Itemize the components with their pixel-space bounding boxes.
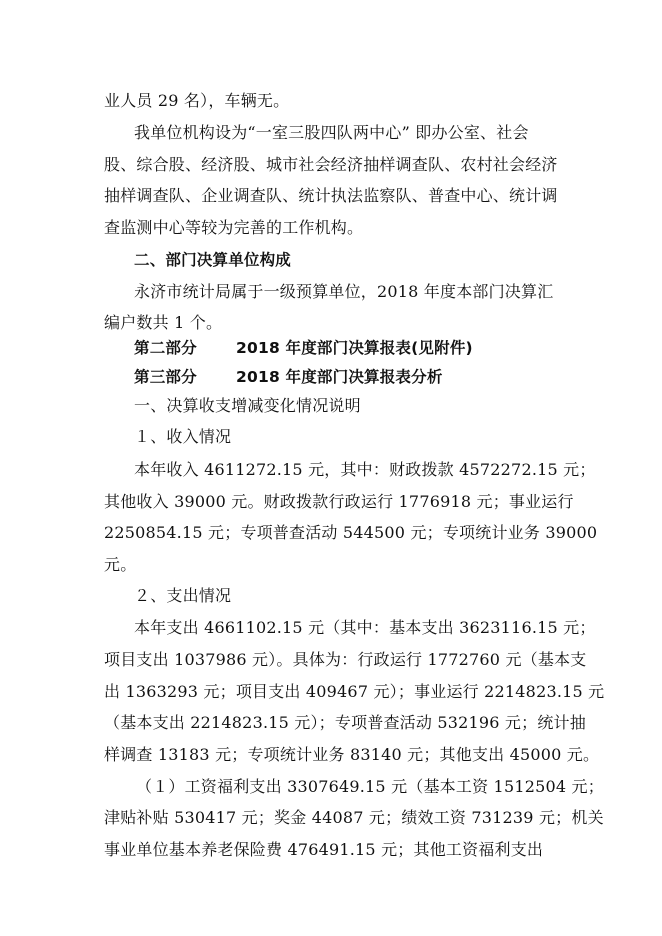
paragraph-line: 2250854.15 元；专项普查活动 544500 元；专项统计业务 39000	[104, 523, 598, 542]
paragraph-line: 我单位机构设为“一室三股四队两中心” 即办公室、社会	[134, 123, 529, 142]
paragraph-line: 元。	[104, 555, 137, 574]
paragraph-line: 津贴补贴 530417 元；奖金 44087 元；绩效工资 731239 元；机关	[104, 808, 604, 827]
paragraph-line: 其他收入 39000 元。财政拨款行政运行 1776918 元；事业运行	[104, 492, 574, 511]
subsection-heading: １、收入情况	[134, 427, 232, 446]
paragraph-line: 样调查 13183 元；专项统计业务 83140 元；其他支出 45000 元。	[104, 745, 600, 764]
paragraph-line: 查监测中心等较为完善的工作机构。	[104, 218, 364, 237]
part-label: 第三部分	[134, 368, 197, 386]
paragraph-line: 股、综合股、经济股、城市社会经济抽样调查队、农村社会经济	[104, 155, 558, 174]
paragraph-line: 业人员 29 名），车辆无。	[104, 91, 290, 110]
paragraph-line: 本年收入 4611272.15 元，其中：财政拨款 4572272.15 元；	[134, 460, 596, 479]
paragraph-line: （１）工资福利支出 3307649.15 元（基本工资 1512504 元；	[136, 777, 604, 796]
subsection-heading: 一、决算收支增减变化情况说明	[134, 396, 361, 415]
paragraph-line: 永济市统计局属于一级预算单位，2018 年度本部门决算汇	[134, 282, 554, 301]
paragraph-line: 事业单位基本养老保险费 476491.15 元；其他工资福利支出	[104, 840, 544, 859]
paragraph-line: 抽样调查队、企业调查队、统计执法监察队、普查中心、统计调	[104, 186, 558, 205]
paragraph-line: 项目支出 1037986 元）。具体为：行政运行 1772760 元（基本支	[104, 650, 587, 669]
section-heading: 二、部门决算单位构成	[134, 251, 292, 269]
part-label: 第二部分	[134, 339, 197, 357]
paragraph-line: 出 1363293 元；项目支出 409467 元）；事业运行 2214823.15 元	[104, 682, 605, 701]
paragraph-line: 本年支出 4661102.15 元（其中：基本支出 3623116.15 元；	[134, 618, 596, 637]
paragraph-line: （基本支出 2214823.15 元）；专项普查活动 532196 元；统计抽	[104, 713, 586, 732]
paragraph-line: 编户数共 1 个。	[104, 313, 223, 332]
part-title: 2018 年度部门决算报表分析	[236, 368, 443, 386]
subsection-heading: ２、支出情况	[134, 586, 232, 605]
part-title: 2018 年度部门决算报表(见附件)	[236, 339, 473, 357]
